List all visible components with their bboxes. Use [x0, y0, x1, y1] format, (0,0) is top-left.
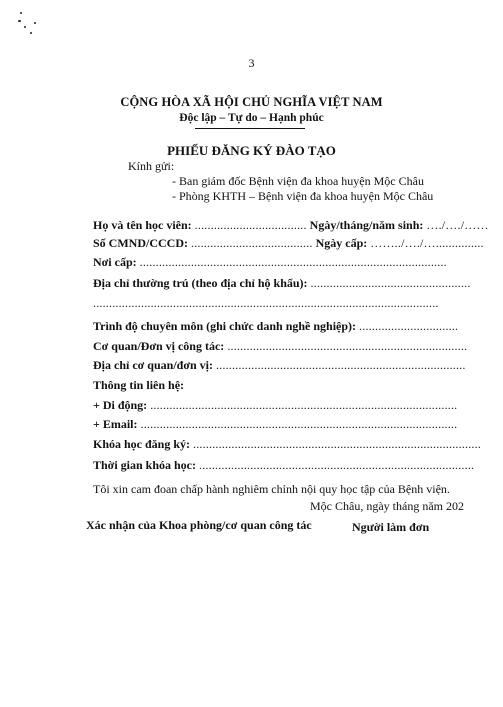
workplace-field[interactable]: ........................................................................... [227, 339, 468, 353]
field-row-email [93, 417, 457, 432]
applicant-signature-label: Người làm đơn [352, 520, 430, 534]
national-title: CỘNG HÒA XÃ HỘI CHỦ NGHĨA VIỆT NAM [120, 95, 383, 109]
course-field[interactable]: .......................................................................................... [193, 437, 482, 451]
course-label: Khóa học đăng ký: [93, 437, 191, 451]
field-row-workplace-address [93, 358, 466, 373]
field-row-address-2 [93, 296, 439, 311]
email-field[interactable]: ................................................................................................... [140, 417, 458, 431]
national-motto: Độc lập – Tự do – Hạnh phúc [179, 112, 324, 124]
department-confirmation-label: Xác nhận của Khoa phòng/cơ quan công tác [86, 518, 312, 532]
qualification-label: Trình độ chuyên môn (ghi chức danh nghề nghiệp): [93, 319, 357, 333]
name-field[interactable]: ................................... [194, 218, 307, 232]
name-label: Họ và tên học viên: [93, 218, 192, 232]
motto-underline [195, 128, 305, 129]
field-row-issue-place [93, 255, 447, 270]
contact-label: Thông tin liên hệ: [93, 378, 185, 392]
address-label: Địa chỉ thường trú (theo địa chỉ hộ khẩu): [93, 276, 308, 290]
dob-label: Ngày/tháng/năm sinh: [309, 218, 424, 232]
issue-date-field[interactable]: ……../…./…............... [370, 236, 484, 250]
email-label: + Email: [93, 417, 138, 431]
issue-place-field[interactable]: ................................................................................................ [139, 255, 447, 269]
issue-date-label: Ngày cấp: [315, 236, 368, 250]
recipient-1: - Ban giám đốc Bệnh viện đa khoa huyện Mộc Châu [172, 174, 424, 188]
address-field-line2[interactable]: ............................................................................................................ [93, 296, 439, 310]
page-number: 3 [248, 56, 255, 70]
recipient-2: - Phòng KHTH – Bệnh viện đa khoa huyện Mộc Châu [172, 189, 434, 203]
mobile-label: + Di động: [93, 398, 148, 412]
field-row-duration [93, 458, 474, 473]
field-row-address [93, 276, 471, 291]
duration-label: Thời gian khóa học: [93, 458, 197, 472]
qualification-field[interactable]: ............................... [359, 319, 459, 333]
date-line: Mộc Châu, ngày tháng năm 202 [310, 499, 464, 513]
form-title: PHIẾU ĐĂNG KÝ ĐÀO TẠO [167, 143, 336, 158]
id-field[interactable]: ...................................... [191, 236, 313, 250]
duration-field[interactable]: ...................................................................................... [199, 458, 475, 472]
field-row-course [93, 437, 481, 452]
field-row-mobile [93, 398, 457, 413]
id-label: Số CMND/CCCD: [93, 236, 188, 250]
workplace-label: Cơ quan/Đơn vị công tác: [93, 339, 225, 353]
issue-place-label: Nơi cấp: [93, 255, 137, 269]
field-row-workplace [93, 339, 467, 354]
workplace-address-label: Địa chỉ cơ quan/đơn vị: [93, 358, 213, 372]
address-field[interactable]: .................................................. [310, 276, 471, 290]
commitment-statement: Tôi xin cam đoan chấp hành nghiêm chỉnh nội quy học tập của Bệnh viện. [93, 482, 450, 496]
scan-specks [18, 12, 48, 38]
field-row-id [93, 236, 484, 251]
field-row-qualification [93, 319, 458, 334]
workplace-address-field[interactable]: .............................................................................. [215, 358, 466, 372]
mobile-field[interactable]: ................................................................................................ [150, 398, 458, 412]
dob-field[interactable]: …./…./…… [426, 218, 489, 232]
greeting: Kính gửi: [128, 159, 175, 173]
field-row-name [93, 218, 489, 233]
